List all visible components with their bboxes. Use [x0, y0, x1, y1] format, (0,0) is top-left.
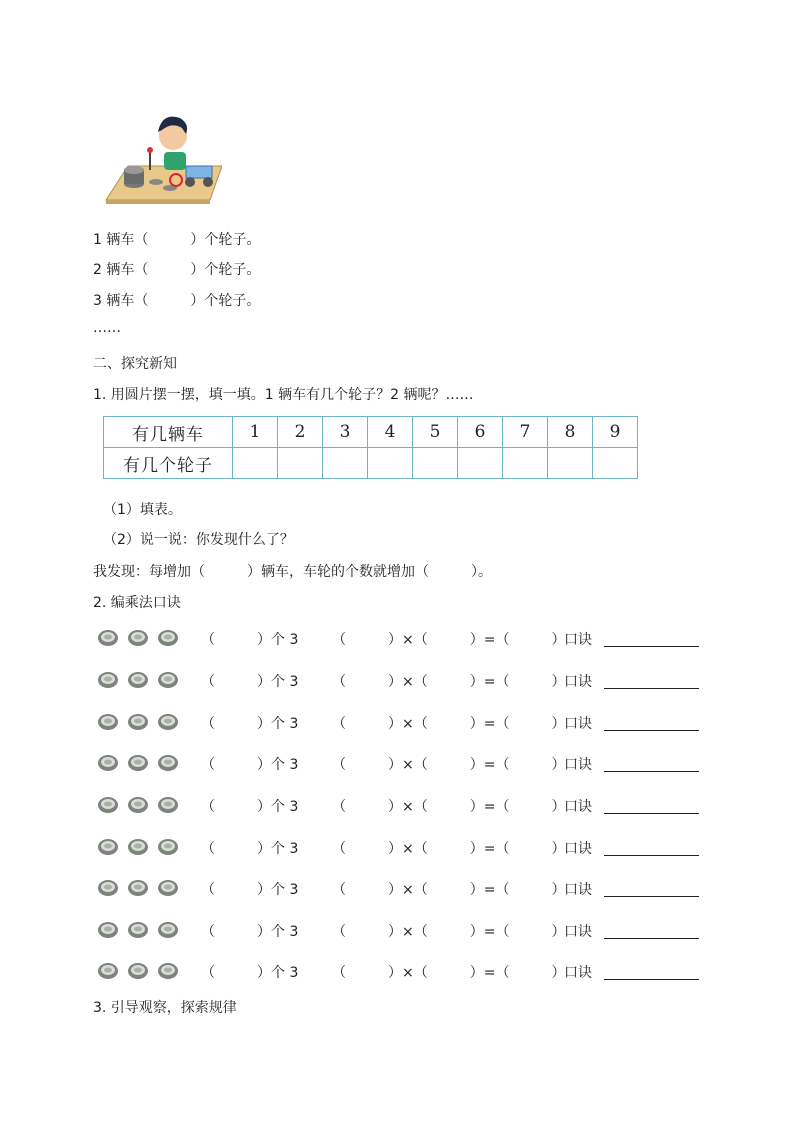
table-cell: 1	[233, 417, 278, 448]
multiplication-expression-blank[interactable]: （ ）×（ ）=（ ）	[332, 716, 566, 732]
multiplication-expression-blank[interactable]: （ ）×（ ）=（ ）	[332, 882, 566, 898]
sub-question-2: （2）说一说：你发现什么了？	[103, 532, 294, 548]
sub-question-1: （1）填表。	[103, 502, 182, 518]
table-input-cell[interactable]	[458, 448, 503, 479]
table-input-cell[interactable]	[368, 448, 413, 479]
list-item	[96, 918, 716, 942]
table-header-cars: 有几辆车	[104, 417, 233, 448]
table-input-cell[interactable]	[413, 448, 458, 479]
table-input-cell[interactable]	[233, 448, 278, 479]
rhyme-label: 口诀	[564, 924, 592, 940]
question-3: 3. 引导观察，探索规律	[93, 1000, 237, 1016]
rhyme-label: 口诀	[564, 632, 592, 648]
group-count-blank[interactable]: （ ）个 3	[201, 841, 299, 857]
rhyme-answer-line[interactable]	[604, 771, 699, 772]
group-count-blank[interactable]: （ ）个 3	[201, 965, 299, 981]
question-1: 1. 用圆片摆一摆，填一填。1 辆车有几个轮子？2 辆呢？……	[93, 387, 474, 403]
list-item	[96, 751, 716, 775]
table-header-wheels: 有几个轮子	[104, 448, 233, 479]
boy-building-toy-car-illustration	[98, 108, 222, 208]
multiplication-expression-blank[interactable]: （ ）×（ ）=（ ）	[332, 965, 566, 981]
rhyme-label: 口诀	[564, 965, 592, 981]
table-input-cell[interactable]	[278, 448, 323, 479]
rhyme-label: 口诀	[564, 841, 592, 857]
table-input-cell[interactable]	[323, 448, 368, 479]
table-input-cell[interactable]	[503, 448, 548, 479]
group-count-blank[interactable]: （ ）个 3	[201, 924, 299, 940]
table-cell: 7	[503, 417, 548, 448]
list-item	[96, 793, 716, 817]
coin-group-icon	[96, 796, 180, 814]
rhyme-answer-line[interactable]	[604, 688, 699, 689]
question-2: 2. 编乘法口诀	[93, 595, 181, 611]
intro-ellipsis: ……	[93, 320, 121, 336]
group-count-blank[interactable]: （ ）个 3	[201, 799, 299, 815]
section-heading: 二、探究新知	[93, 356, 177, 372]
list-item	[96, 959, 716, 983]
rhyme-label: 口诀	[564, 674, 592, 690]
rhyme-answer-line[interactable]	[604, 938, 699, 939]
list-item	[96, 835, 716, 859]
coin-group-icon	[96, 838, 180, 856]
coin-group-icon	[96, 754, 180, 772]
group-count-blank[interactable]: （ ）个 3	[201, 674, 299, 690]
rhyme-label: 口诀	[564, 757, 592, 773]
rhyme-label: 口诀	[564, 882, 592, 898]
list-item	[96, 710, 716, 734]
table-cell: 9	[593, 417, 638, 448]
multiplication-expression-blank[interactable]: （ ）×（ ）=（ ）	[332, 924, 566, 940]
coin-group-icon	[96, 879, 180, 897]
table-input-cell[interactable]	[593, 448, 638, 479]
list-item	[96, 668, 716, 692]
group-count-blank[interactable]: （ ）个 3	[201, 882, 299, 898]
table-cell: 3	[323, 417, 368, 448]
coin-group-icon	[96, 671, 180, 689]
rhyme-answer-line[interactable]	[604, 896, 699, 897]
rhyme-answer-line[interactable]	[604, 855, 699, 856]
intro-line-1: 1 辆车（ ）个轮子。	[93, 232, 261, 248]
group-count-blank[interactable]: （ ）个 3	[201, 632, 299, 648]
table-row	[104, 448, 638, 479]
list-item	[96, 876, 716, 900]
intro-line-2: 2 辆车（ ）个轮子。	[93, 262, 261, 278]
coin-group-icon	[96, 962, 180, 980]
table-input-cell[interactable]	[548, 448, 593, 479]
multiplication-expression-blank[interactable]: （ ）×（ ）=（ ）	[332, 674, 566, 690]
rhyme-answer-line[interactable]	[604, 979, 699, 980]
rhyme-label: 口诀	[564, 799, 592, 815]
table-cell: 6	[458, 417, 503, 448]
group-count-blank[interactable]: （ ）个 3	[201, 757, 299, 773]
multiplication-expression-blank[interactable]: （ ）×（ ）=（ ）	[332, 632, 566, 648]
rhyme-label: 口诀	[564, 716, 592, 732]
multiplication-expression-blank[interactable]: （ ）×（ ）=（ ）	[332, 757, 566, 773]
coin-group-icon	[96, 921, 180, 939]
group-count-blank[interactable]: （ ）个 3	[201, 716, 299, 732]
table-row	[104, 417, 638, 448]
table-cell: 8	[548, 417, 593, 448]
coin-group-icon	[96, 629, 180, 647]
multiplication-expression-blank[interactable]: （ ）×（ ）=（ ）	[332, 799, 566, 815]
table-cell: 5	[413, 417, 458, 448]
list-item	[96, 626, 716, 650]
table-cell: 4	[368, 417, 413, 448]
wheels-table	[103, 416, 638, 479]
rhyme-answer-line[interactable]	[604, 730, 699, 731]
rhyme-answer-line[interactable]	[604, 646, 699, 647]
table-cell: 2	[278, 417, 323, 448]
discovery-sentence: 我发现：每增加（ ）辆车，车轮的个数就增加（ ）。	[93, 564, 492, 580]
coin-group-icon	[96, 713, 180, 731]
multiplication-expression-blank[interactable]: （ ）×（ ）=（ ）	[332, 841, 566, 857]
rhyme-answer-line[interactable]	[604, 813, 699, 814]
intro-line-3: 3 辆车（ ）个轮子。	[93, 293, 261, 309]
